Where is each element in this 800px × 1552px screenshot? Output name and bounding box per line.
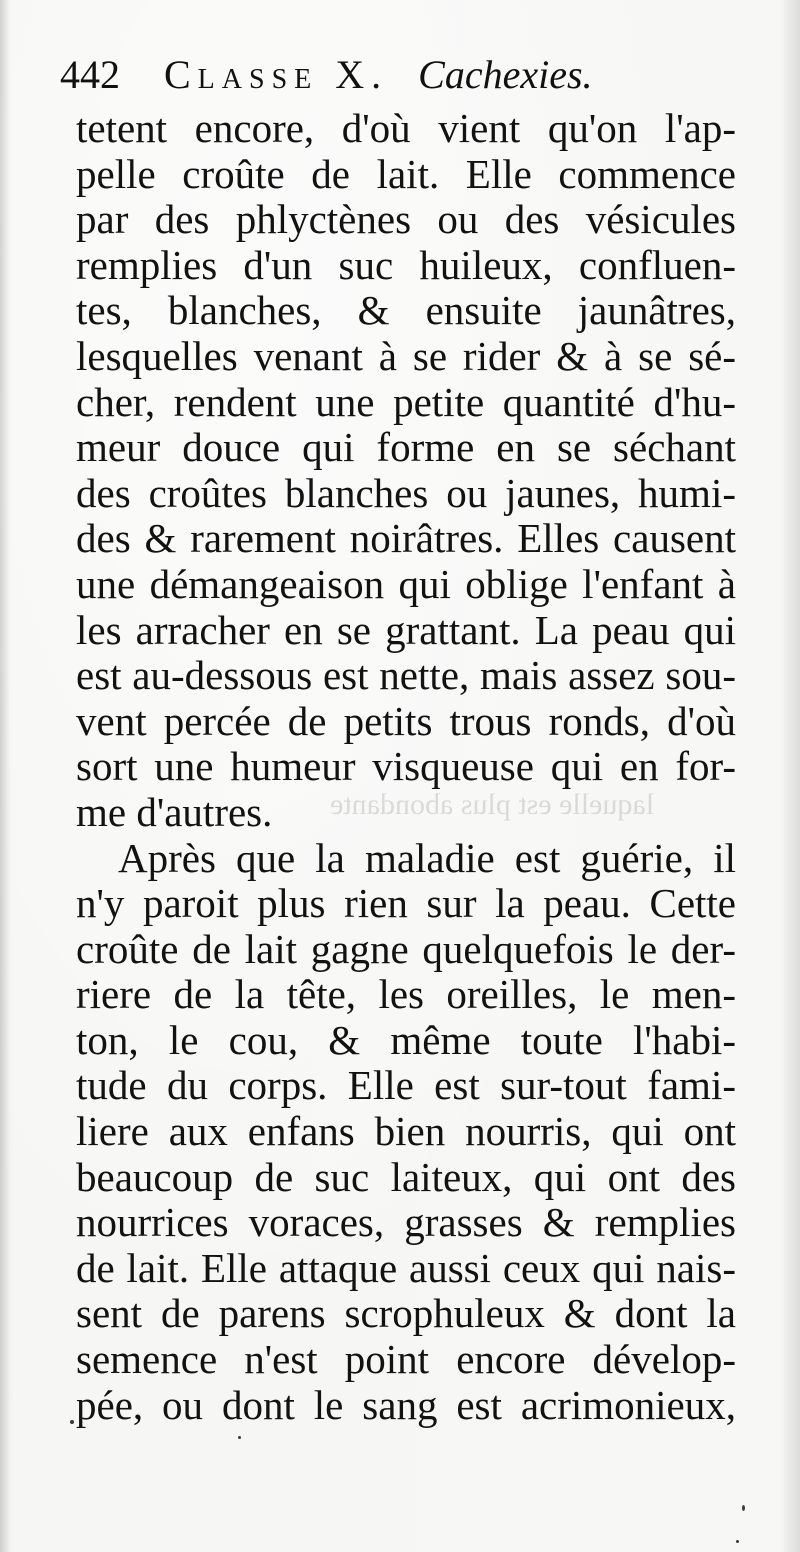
text-line: cher, rendent une petite quantité d'hu- (76, 378, 736, 425)
text-line: de lait. Elle attaque aussi ceux qui nais- (76, 1244, 736, 1291)
ink-speck (742, 1505, 745, 1511)
ink-speck (238, 1436, 241, 1439)
text-line: pée, ou dont le sang est acrimonieux, (76, 1381, 736, 1428)
text-line: liere aux enfans bien nourris, qui ont (76, 1108, 736, 1155)
text-line: est au-dessous est nette, mais assez sou- (76, 652, 736, 699)
text-line: des & rarement noirâtres. Elles causent (76, 515, 736, 562)
text-line: beaucoup de suc laiteux, qui ont des (76, 1153, 736, 1200)
text-line: tetent encore, d'où vient qu'on l'ap- (76, 105, 736, 151)
text-line: des croûtes blanches ou jaunes, humi- (76, 469, 736, 516)
body-text (76, 106, 736, 1428)
gutter-shadow (0, 0, 10, 1552)
text-line: sent de parens scrophuleux & dont la (76, 1290, 736, 1337)
text-line: sort une humeur visqueuse qui en for- (76, 743, 736, 790)
text-line: vent percée de petits trous ronds, d'où (76, 697, 736, 744)
page-number: 442 (60, 52, 120, 97)
ink-speck (70, 1420, 74, 1424)
text-line: semence n'est point encore dévelop- (76, 1336, 736, 1383)
text-line: pelle croûte de lait. Elle commence (76, 150, 736, 197)
class-title: Classe X. (164, 52, 389, 97)
section-title: Cachexies. (418, 52, 593, 97)
text-line: lesquelles venant à se rider & à se sé- (76, 332, 736, 379)
text-line: meur douce qui forme en se séchant (76, 424, 736, 471)
bleed-through-text: laquelle est plus abondante (330, 788, 655, 821)
text-line: les arracher en se grattant. La peau qui (76, 606, 736, 653)
ink-speck (736, 1540, 739, 1543)
text-line: tude du corps. Elle est sur-tout fami- (76, 1062, 736, 1109)
text-line: une démangeaison qui oblige l'enfant à (76, 560, 736, 607)
text-line: ton, le cou, & même toute l'habi- (76, 1016, 736, 1063)
running-head (60, 48, 593, 102)
text-line: croûte de lait gagne quelquefois le der- (76, 925, 736, 972)
paragraph-start-line: Après que la maladie est guérie, il (118, 834, 736, 881)
text-line: par des phlyctènes ou des vésicules (76, 196, 736, 243)
text-line: riere de la tête, les oreilles, le men- (76, 971, 736, 1018)
paragraph-end-line: me d'autres. (76, 788, 273, 835)
text-line: n'y paroit plus rien sur la peau. Cette (76, 880, 736, 927)
text-line: nourrices voraces, grasses & remplies (76, 1199, 736, 1246)
text-line: tes, blanches, & ensuite jaunâtres, (76, 287, 736, 334)
text-line: remplies d'un suc huileux, confluen- (76, 241, 736, 288)
